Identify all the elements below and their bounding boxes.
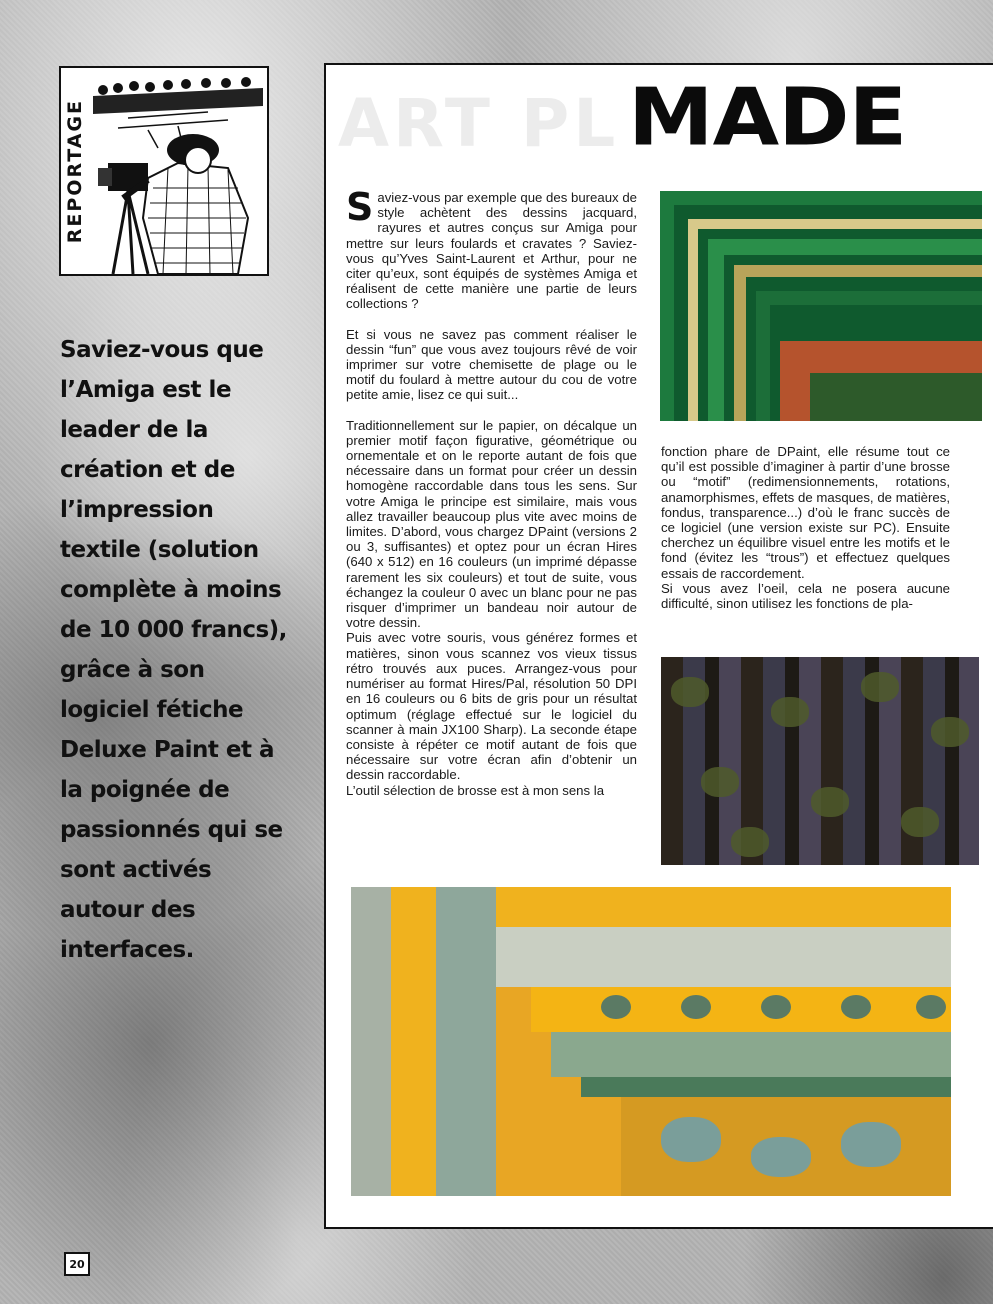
paragraph-5: L’outil sélection de brosse est à mon sens la [346,782,605,798]
paragraph-1-text: aviez-vous par exemple que des bureaux de style achètent des dessins jacquard, rayures et autres conçus sur Amiga pour mettre sur leurs foulards et cravates ? Saviez-vous qu’Yves Saint-Laurent et Arthur, pour ne citer qu’eux, sont équipés de systèmes Amiga et réalisent de cette manière une partie de leurs collections ? [346,190,637,312]
reportage-badge [59,66,269,276]
green-border-textile-photo [660,191,982,421]
paragraph-7: Si vous avez l’oeil, cela ne posera aucune difficulté, sinon utilisez les fonctions de pla- [661,580,950,612]
intro-text: Saviez-vous que l’Amiga est le leader de la création et de l’impression textile (solution complète à moins de 10 000 francs), grâce à son logiciel fétiche Deluxe Paint et à la poignée de passionnés qui se sont activés autour des interfaces. [60,337,287,963]
column-right [661,444,950,611]
yellow-paisley-border-photo [351,887,951,1196]
paragraph-6: fonction phare de DPaint, elle résume tout ce qu’il est possible d’imaginer à partir d’une brosse ou “motif” (redimensionnements, rotations, anamorphismes, effets de masques, de matières, fondus, transparence...) d’où le franc succès de ce logiciel (une version existe sur PC). Ensuite cherchez un équilibre visuel entre les motifs et le fond (évitez les “trous”) et effectuez quelques essais de raccordement. [661,444,950,581]
ghost-heading: ART PL [338,85,620,162]
article-title: MADE [628,72,907,164]
section-label-strip [61,68,90,274]
section-label: REPORTAGE [63,98,86,244]
paragraph-3: Traditionnellement sur le papier, on décalque un premier motif façon figurative, géométrique ou ornementale et on le reporte autant de fois que nécessaire dans un format pour créer un dessin homogène raccordable dans tous les sens. Sur votre Amiga le principe est similaire, mais vous allez travailler beaucoup plus vite avec moins de limites. D’abord, vous chargez DPaint (versions 2 ou 3, suffisantes) et optez pour un écran Hires (640 x 512) en 16 couleurs (un imprimé dépasse rarement les six couleurs) et tout de suite, vous échangez la couleur 0 avec un blanc pour ne pas risquer d’imprimer un bandeau noir autour de votre dessin. [346,417,637,631]
paragraph-1 [346,185,637,312]
dark-floral-stripe-photo [661,657,979,865]
column-left [346,185,637,798]
page-number: 20 [64,1252,90,1276]
photographer-illustration [88,68,267,274]
paragraph-4: Puis avec votre souris, vous générez formes et matières, sinon vous scannez vos vieux tissus rétro trouvés aux puces. Arrangez-vous pour numériser au format Hires/Pal, résolution 50 DPI en 16 couleurs ou 6 bits de gris pour un résultat optimum (réglage effectué sur le logiciel du scanner à main JX100 Sharp). La seconde étape consiste à répéter ce motif autant de fois que nécessaire sur votre écran afin d’obtenir un dessin raccordable. [346,630,637,783]
drop-cap: S [346,185,374,229]
paragraph-2: Et si vous ne savez pas comment réaliser le dessin “fun” que vous avez toujours rêvé de voir imprimer sur votre chemisette de plage ou le motif du foulard à mettre autour du cou de votre petite amie, lisez ce qui suit... [346,326,637,403]
